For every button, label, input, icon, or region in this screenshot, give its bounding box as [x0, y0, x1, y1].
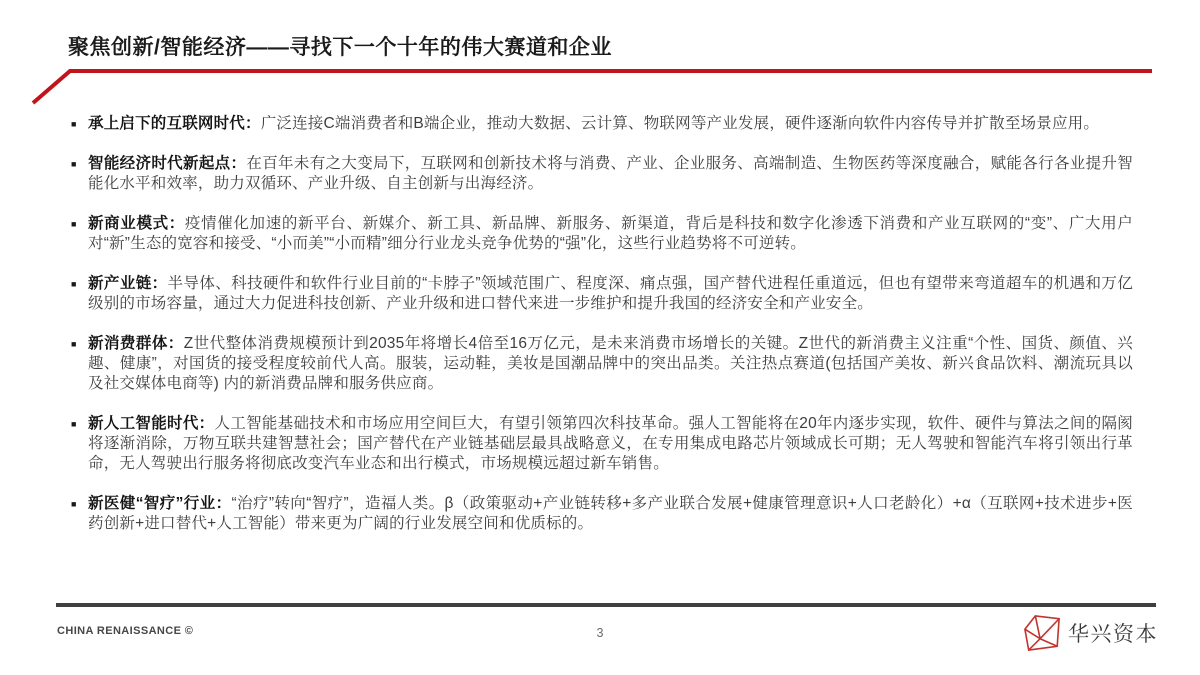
- bullet-lead: 承上启下的互联网时代：: [88, 115, 261, 132]
- bullet-text: [88, 414, 1133, 474]
- bullet-lead: 智能经济时代新起点：: [88, 155, 247, 172]
- bullet-body: 在百年未有之大变局下，互联网和创新技术将与消费、产业、企业服务、高端制造、生物医药等深度融合，赋能各行各业提升智能化水平和效率，助力双循环、产业升级、自主创新与出海经济。: [88, 155, 1133, 192]
- list-item: [71, 114, 1133, 134]
- bullet-text: [88, 154, 1133, 194]
- bullet-list: [71, 114, 1133, 554]
- bullet-body: 半导体、科技硬件和软件行业目前的“卡脖子”领域范围广、程度深、痛点强，国产替代进程任重道远，但也有望带来弯道超车的机遇和万亿级别的市场容量，通过大力促进科技创新、产业升级和进口替代来进一步维护和提升我国的经济安全和产业安全。: [88, 275, 1133, 312]
- accent-polyline: [33, 71, 1152, 103]
- list-item: [71, 154, 1133, 194]
- bullet-body: 人工智能基础技术和市场应用空间巨大，有望引领第四次科技革命。强人工智能将在20年内逐步实现，软件、硬件与算法之间的隔阂将逐渐消除，万物互联共建智慧社会；国产替代在产业链基础层最具战略意义，在专用集成电路芯片领域成长可期；无人驾驶和智能汽车将引领出行革命，无人驾驶出行服务将彻底改变汽车业态和出行模式，市场规模远超过新车销售。: [88, 415, 1133, 472]
- bullet-body: 广泛连接C端消费者和B端企业，推动大数据、云计算、物联网等产业发展，硬件逐渐向软件内容传导并扩散至场景应用。: [260, 115, 1100, 132]
- page-number: 3: [596, 626, 604, 640]
- bullet-square-icon: ■: [71, 419, 77, 429]
- bullet-body: “治疗”转向“智疗”，造福人类。β（政策驱动+产业链转移+多产业联合发展+健康管理意识+人口老龄化）+α（互联网+技术进步+医药创新+进口替代+人工智能）带来更为广阔的行业发展空间和优质标的。: [88, 495, 1133, 532]
- company-logo: [1023, 614, 1158, 652]
- bullet-square-icon: ■: [71, 119, 77, 129]
- bullet-square-icon: ■: [71, 159, 77, 169]
- list-item: [71, 214, 1133, 254]
- bullet-lead: 新人工智能时代：: [88, 415, 215, 432]
- bullet-lead: 新消费群体：: [88, 335, 184, 352]
- bullet-text: [88, 274, 1133, 314]
- list-item: [71, 274, 1133, 314]
- list-item: [71, 414, 1133, 474]
- bullet-body: Z世代整体消费规模预计到2035年将增长4倍至16万亿元，是未来消费市场增长的关键。Z世代的新消费主义注重“个性、国货、颜值、兴趣、健康”，对国货的接受程度较前代人高。服装，运动鞋，美妆是国潮品牌中的突出品类。关注热点赛道(包括国产美妆、新兴食品饮料、潮流玩具以及社交媒体电商等) 内的新消费品牌和服务供应商。: [88, 335, 1133, 392]
- bullet-text: [88, 494, 1133, 534]
- bullet-lead: 新医健“智疗”行业：: [88, 495, 232, 512]
- bullet-lead: 新商业模式：: [88, 215, 185, 232]
- page-title: 聚焦创新/智能经济——寻找下一个十年的伟大赛道和企业: [68, 36, 612, 59]
- bullet-text: [88, 114, 1133, 134]
- footer-divider: [56, 603, 1156, 607]
- title-accent-line: [0, 0, 1200, 130]
- bullet-square-icon: ■: [71, 499, 77, 509]
- list-item: [71, 334, 1133, 394]
- logo-text: 华兴资本: [1068, 623, 1158, 646]
- list-item: [71, 494, 1133, 534]
- bullet-square-icon: ■: [71, 279, 77, 289]
- logo-icon: [1023, 614, 1061, 652]
- bullet-lead: 新产业链：: [88, 275, 168, 292]
- footer-copyright: CHINA RENAISSANCE ©: [57, 625, 194, 637]
- bullet-text: [88, 214, 1133, 254]
- bullet-square-icon: ■: [71, 339, 77, 349]
- bullet-square-icon: ■: [71, 219, 77, 229]
- bullet-text: [88, 334, 1133, 394]
- bullet-body: 疫情催化加速的新平台、新媒介、新工具、新品牌、新服务、新渠道，背后是科技和数字化渗透下消费和产业互联网的“变”、广大用户对“新”生态的宽容和接受、“小而美”“小而精”细分行业龙头竞争优势的“强”化，这些行业趋势将不可逆转。: [88, 215, 1133, 252]
